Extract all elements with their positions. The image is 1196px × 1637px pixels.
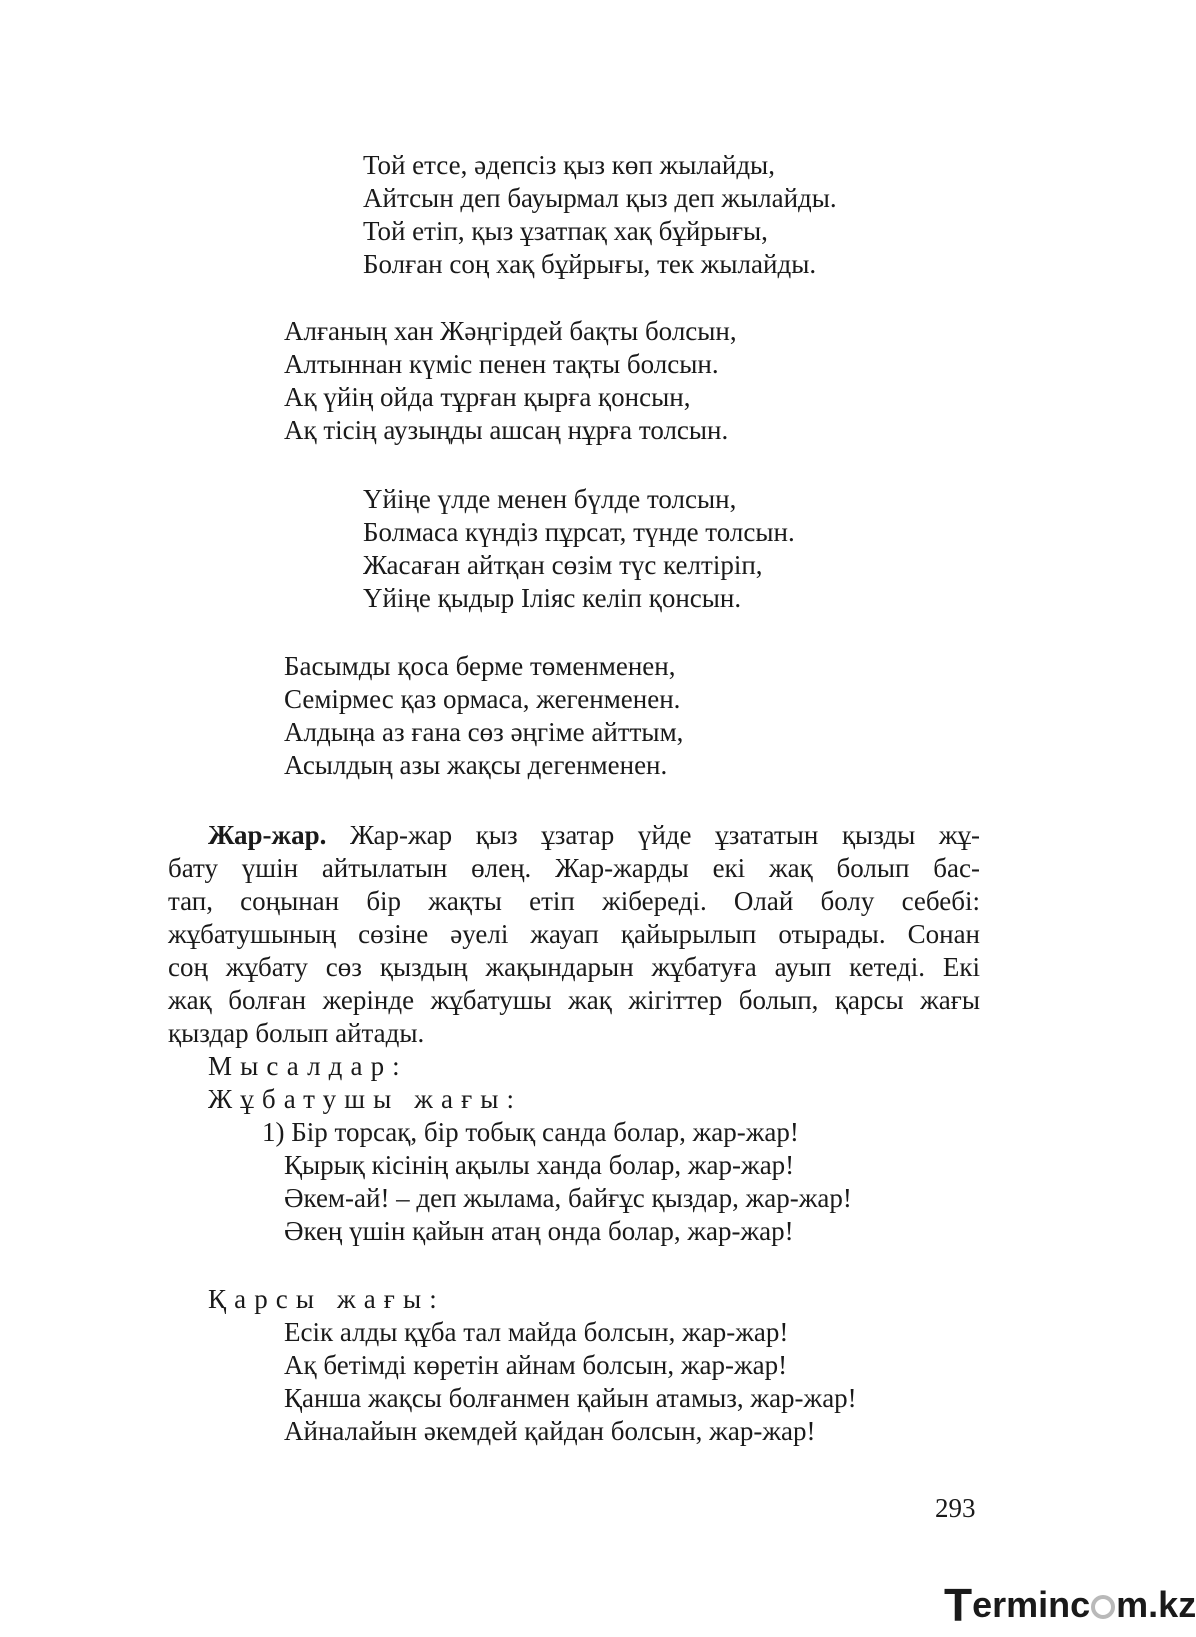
paragraph-line-1	[208, 819, 980, 851]
side-1-line-4: Әкең үшін қайын атаң онда болар, жар-жар!	[284, 1216, 794, 1246]
verse-4-line-1: Басымды қоса берме төменменен,	[284, 651, 676, 681]
paragraph-line-5: соң жұбату сөз қыздың жақындарын жұбатуға ауып кетеді. Екі	[168, 952, 980, 982]
paragraph-line-2: бату үшін айтылатын өлең. Жар-жарды екі жақ болып бас-	[168, 853, 980, 883]
verse-1-line-3: Той етіп, қыз ұзатпақ хақ бұйрығы,	[363, 216, 768, 246]
verse-3-line-3: Жасаған айтқан сөзім түс келтіріп,	[363, 550, 763, 580]
verse-1-line-1: Той етсе, әдепсіз қыз көп жылайды,	[363, 150, 775, 180]
verse-2-line-3: Ақ үйің ойда тұрған қырға қонсын,	[284, 382, 691, 412]
verse-4-line-4: Асылдың азы жақсы дегенменен.	[284, 750, 668, 780]
watermark-ring-icon	[1091, 1595, 1115, 1619]
side-1-label: Жұбатушы жағы:	[208, 1084, 523, 1114]
page-number: 293	[935, 1493, 976, 1523]
paragraph-line-3: тап, соңынан бір жақты етіп жібереді. Олай болу себебі:	[168, 886, 980, 916]
verse-1-line-2: Айтсын деп бауырмал қыз деп жылайды.	[363, 183, 837, 213]
paragraph-first-text: Жар-жар қыз ұзатар үйде ұзататын қызды жұ-	[326, 820, 980, 850]
verse-1-line-4: Болған соң хақ бұйрығы, тек жылайды.	[363, 249, 817, 279]
paragraph-term: Жар-жар.	[208, 820, 327, 850]
side-1-line-3: Әкем-ай! – деп жылама, байғұс қыздар, жар-жар!	[284, 1183, 852, 1213]
examples-label: Мысалдар:	[208, 1051, 408, 1081]
side-2-line-3: Қанша жақсы болғанмен қайын атамыз, жар-жар!	[284, 1383, 857, 1413]
watermark-prefix: T	[944, 1579, 973, 1631]
watermark-suffix: m.kz	[1116, 1584, 1196, 1625]
verse-3-line-1: Үйіңе үлде менен бүлде толсын,	[363, 484, 737, 514]
verse-4-line-2: Семірмес қаз ормаса, жегенменен.	[284, 684, 681, 714]
side-2-label: Қарсы жағы:	[208, 1284, 445, 1314]
paragraph-line-7: қыздар болып айтады.	[168, 1018, 425, 1048]
verse-2-line-1: Алғаның хан Жәңгірдей бақты болсын,	[284, 316, 737, 346]
side-1-line-2: Қырық кісінің ақылы ханда болар, жар-жар!	[284, 1150, 795, 1180]
verse-4-line-3: Алдыңа аз ғана сөз әңгіме айттым,	[284, 717, 684, 747]
verse-3-line-2: Болмаса күндіз пұрсат, түнде толсын.	[363, 517, 795, 547]
side-2-line-1: Есік алды құба тал майда болсын, жар-жар!	[284, 1317, 789, 1347]
verse-2-line-2: Алтыннан күміс пенен тақты болсын.	[284, 349, 719, 379]
verse-3-line-4: Үйіңе қыдыр Іліяс келіп қонсын.	[363, 583, 742, 613]
verse-2-line-4: Ақ тісің аузыңды ашсаң нұрға толсын.	[284, 415, 729, 445]
side-2-line-2: Ақ бетімді көретін айнам болсын, жар-жар!	[284, 1350, 788, 1380]
paragraph-line-4: жұбатушының сөзіне әуелі жауап қайырылып отырады. Сонан	[168, 919, 980, 949]
side-1-line-1: 1) Бір торсақ, бір тобық санда болар, жар-жар!	[262, 1117, 799, 1147]
side-2-line-4: Айналайын әкемдей қайдан болсын, жар-жар!	[284, 1416, 816, 1446]
paragraph-line-6: жақ болған жерінде жұбатушы жақ жігіттер болып, қарсы жағы	[168, 985, 980, 1015]
watermark-logo	[944, 1574, 1196, 1631]
watermark-middle: erminc	[972, 1584, 1091, 1625]
